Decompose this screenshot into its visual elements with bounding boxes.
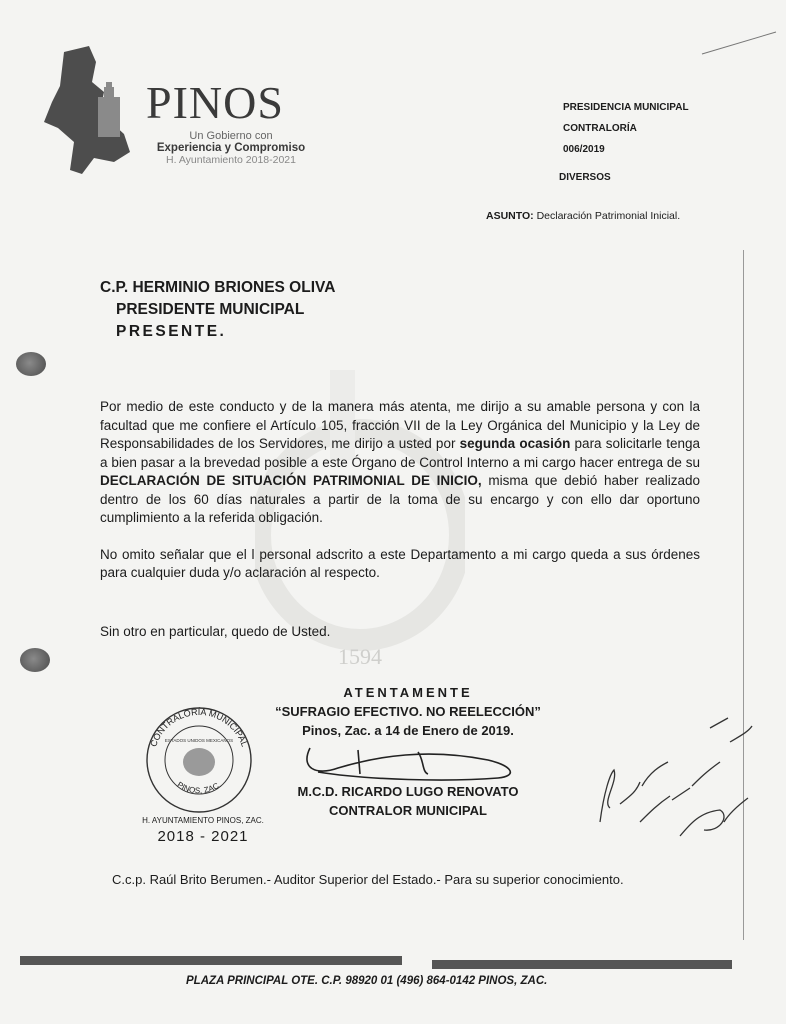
logo-tagline-2: Experiencia y Compromiso — [156, 142, 306, 154]
seal-ring-inner: ESTADOS UNIDOS MEXICANOS — [164, 738, 234, 743]
addressee-title: PRESIDENTE MUNICIPAL — [116, 301, 305, 318]
handwritten-received-note — [580, 712, 760, 852]
sign-atentamente: ATENTAMENTE — [343, 685, 473, 700]
footer-bar-left — [20, 956, 402, 965]
addressee-block — [100, 277, 335, 343]
footer-bar-right — [432, 960, 732, 969]
handwritten-signature — [298, 738, 528, 783]
body-p1-text-c: misma que debió haber realizado dentro de los 60 días naturales a partir de la toma de su encargo y con ello dar oportuno cumplimiento a la referida obligación. — [100, 473, 700, 525]
scan-mark — [700, 28, 780, 58]
body-p1-bold-1: segunda ocasión — [459, 436, 571, 451]
addressee-presente: PRESENTE. — [116, 323, 227, 340]
seal-ring-top: CONTRALORÍA MUNICIPAL — [148, 706, 250, 749]
subject-text: Declaración Patrimonial Inicial. — [536, 210, 681, 222]
sign-role: CONTRALOR MUNICIPAL — [329, 803, 487, 818]
header-block — [563, 97, 689, 160]
subject-label: ASUNTO: — [486, 210, 534, 222]
seal-years: 2018 - 2021 — [157, 828, 249, 845]
punch-hole-top — [16, 352, 46, 376]
logo-brand: PINOS — [146, 77, 284, 128]
eagle-icon — [183, 748, 215, 776]
logo-tagline-1: Un Gobierno con — [189, 130, 273, 142]
sign-name: M.C.D. RICARDO LUGO RENOVATO — [297, 784, 519, 799]
body-paragraph-1 — [100, 398, 700, 528]
seal-ring-bottom: PINOS, ZAC. — [175, 780, 223, 796]
header-number: 006/2019 — [563, 144, 605, 155]
svg-text:PINOS, ZAC. — [176, 780, 223, 795]
letter-body — [100, 398, 700, 601]
official-seal — [140, 704, 258, 814]
footer-address: PLAZA PRINCIPAL OTE. C.P. 98920 01 (496) 864-0142 PINOS, ZAC. — [186, 975, 548, 987]
logo-tagline-3: H. Ayuntamiento 2018-2021 — [166, 154, 296, 166]
header-office: PRESIDENCIA MUNICIPAL — [563, 102, 689, 113]
closing-line: Sin otro en particular, quedo de Usted. — [100, 624, 331, 639]
punch-hole-bottom — [20, 648, 50, 672]
seal-caption: H. AYUNTAMIENTO PINOS, ZAC. — [142, 816, 264, 825]
carbon-copy: C.c.p. Raúl Brito Berumen.- Auditor Superior del Estado.- Para su superior conocimiento. — [112, 872, 624, 887]
sign-motto: “SUFRAGIO EFECTIVO. NO REELECCIÓN” — [275, 704, 541, 719]
logo-block — [146, 77, 316, 166]
watermark-year: 1594 — [338, 644, 382, 669]
subject-line — [486, 210, 680, 222]
body-p1-text-b: para solicitarle tenga a bien pasar a la brevedad posible a este Órgano de Control Interno a mi cargo hacer entrega de su — [100, 436, 700, 470]
header-department: CONTRALORÍA — [563, 123, 637, 134]
body-p1-text-a: Por medio de este conducto y de la manera más atenta, me dirijo a su amable persona y con la facultad que me confiere el Artículo 105, fracción VII de la Ley Orgánica del Municipio y la Ley de Responsabilidades de los Servidores, me dirijo a usted por — [100, 399, 700, 451]
body-p1-bold-2: DECLARACIÓN DE SITUACIÓN PATRIMONIAL DE INICIO, — [100, 473, 482, 488]
addressee-name: C.P. HERMINIO BRIONES OLIVA — [100, 279, 336, 296]
sign-place-date: Pinos, Zac. a 14 de Enero de 2019. — [302, 723, 514, 738]
state-map-icon — [34, 42, 144, 177]
header-category: DIVERSOS — [559, 172, 611, 183]
body-paragraph-2: No omito señalar que el l personal adscrito a este Departamento a mi cargo queda a sus órdenes para cualquier duda y/o aclaración al respecto. — [100, 546, 700, 580]
